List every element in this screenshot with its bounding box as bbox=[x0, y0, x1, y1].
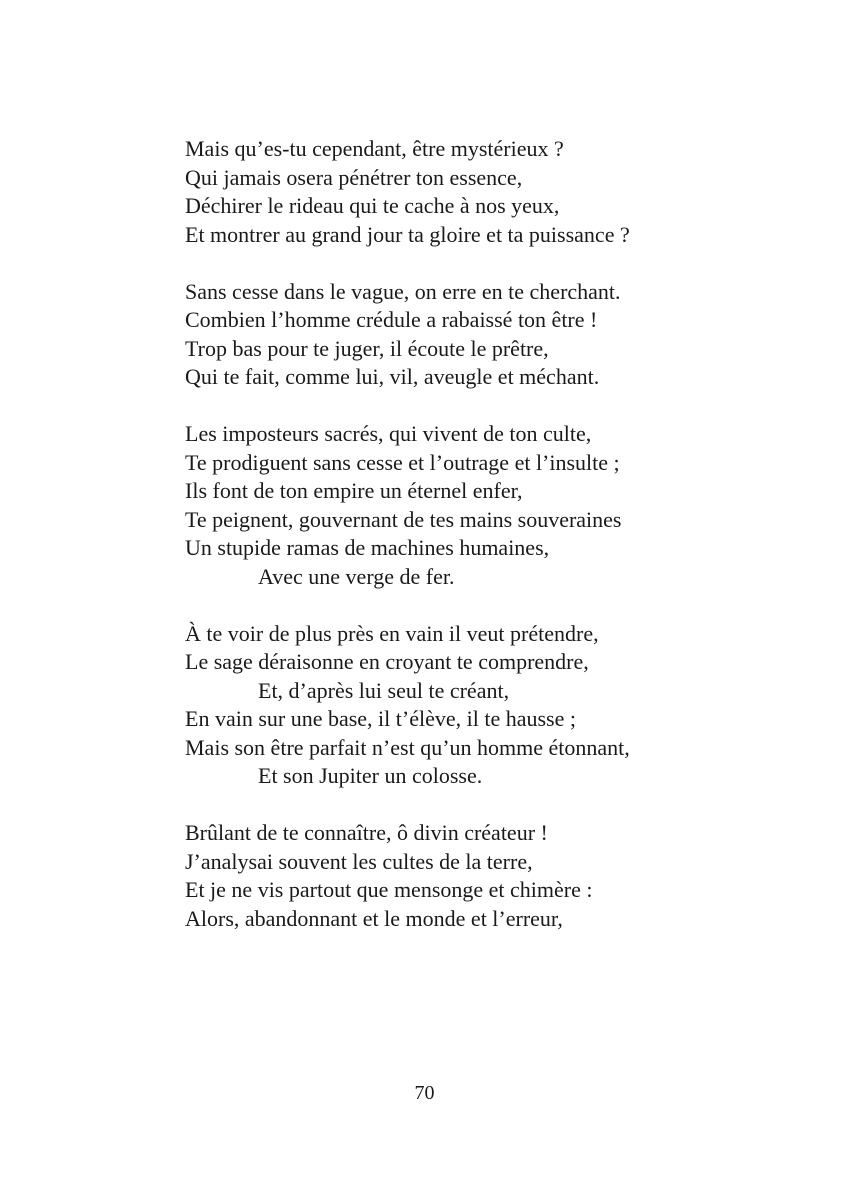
verse-line: J’analysai souvent les cultes de la terre, bbox=[185, 848, 533, 874]
verse-line: Avec une verge de fer. bbox=[258, 563, 455, 589]
stanza bbox=[185, 819, 785, 933]
verse-line: Le sage déraisonne en croyant te comprendre, bbox=[185, 649, 589, 674]
verse-line: Un stupide ramas de machines humaines, bbox=[185, 535, 550, 560]
verse-line: Et son Jupiter un colosse. bbox=[258, 763, 483, 788]
verse-line: Mais qu’es-tu cependant, être mystérieux ? bbox=[185, 136, 564, 161]
page-number: 70 bbox=[414, 1082, 435, 1104]
verse-line: Et montrer au grand jour ta gloire et ta puissance ? bbox=[185, 221, 630, 247]
stanza bbox=[185, 135, 785, 249]
verse-line: Te prodiguent sans cesse et l’outrage et l’insulte ; bbox=[185, 449, 620, 475]
verse-line: Qui te fait, comme lui, vil, aveugle et méchant. bbox=[185, 364, 600, 389]
poem-body bbox=[185, 135, 785, 962]
verse-line: Ils font de ton empire un éternel enfer, bbox=[185, 478, 523, 503]
verse-line: Te peignent, gouvernant de tes mains souveraines bbox=[185, 506, 622, 532]
stanza bbox=[185, 278, 785, 392]
verse-line: Mais son être parfait n’est qu’un homme étonnant, bbox=[185, 734, 630, 760]
verse-line: Trop bas pour te juger, il écoute le prêtre, bbox=[185, 335, 549, 361]
verse-line: Les imposteurs sacrés, qui vivent de ton culte, bbox=[185, 421, 592, 446]
verse-line: Et je ne vis partout que mensonge et chimère : bbox=[185, 877, 593, 902]
verse-line: À te voir de plus près en vain il veut prétendre, bbox=[185, 620, 599, 646]
verse-line: Et, d’après lui seul te créant, bbox=[258, 677, 510, 703]
verse-line: En vain sur une base, il t’élève, il te hausse ; bbox=[185, 706, 576, 731]
verse-line: Qui jamais osera pénétrer ton essence, bbox=[185, 164, 523, 190]
stanza bbox=[185, 620, 785, 791]
verse-line: Brûlant de te connaître, ô divin créateur ! bbox=[185, 820, 548, 845]
verse-line: Combien l’homme crédule a rabaissé ton être ! bbox=[185, 307, 598, 332]
verse-line: Sans cesse dans le vague, on erre en te cherchant. bbox=[185, 278, 621, 304]
verse-line: Déchirer le rideau qui te cache à nos yeux, bbox=[185, 193, 560, 218]
verse-line: Alors, abandonnant et le monde et l’erreur, bbox=[185, 905, 563, 931]
stanza bbox=[185, 420, 785, 591]
